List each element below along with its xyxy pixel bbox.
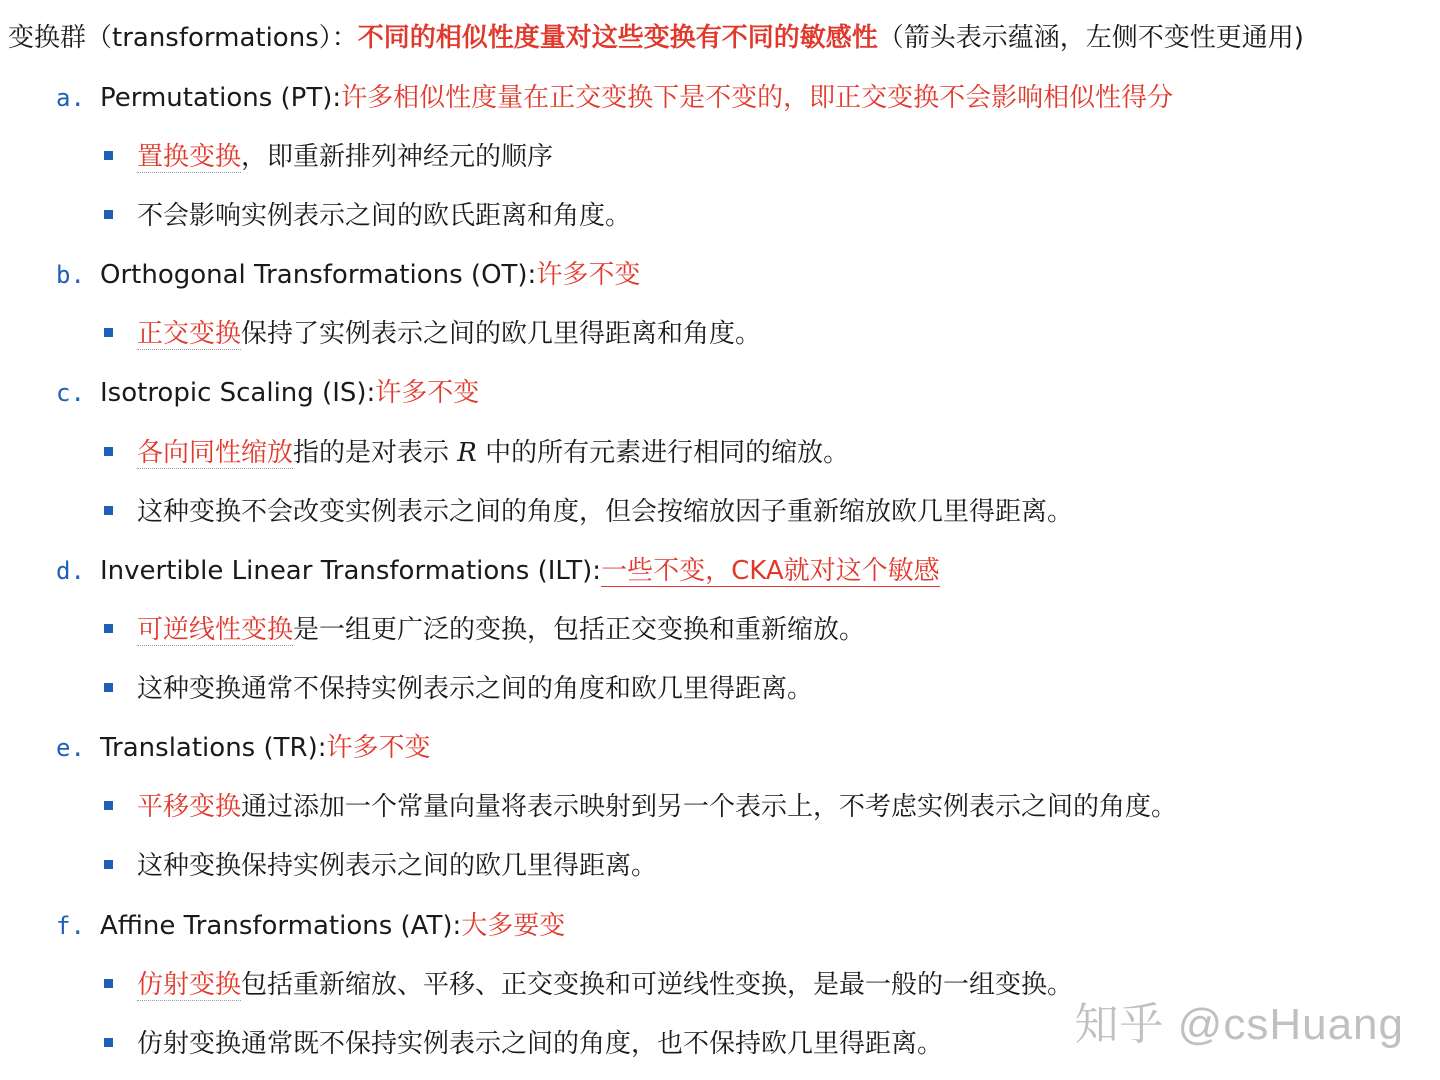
bullet-lead-term: 可逆线性变换 — [137, 615, 294, 645]
bullet-square-icon — [104, 210, 113, 219]
item-note: 许多不变 — [326, 733, 431, 763]
list-marker: a. — [56, 84, 85, 112]
bullet-text: 保持了实例表示之间的欧几里得距离和角度。 — [241, 319, 762, 349]
bullet-item — [104, 196, 631, 236]
item-title: Affine Transformations (AT): — [100, 911, 462, 941]
bullet-square-icon — [104, 1038, 113, 1047]
list-item-b — [56, 255, 640, 295]
bullet-square-icon — [104, 328, 113, 337]
list-marker: c. — [56, 379, 85, 407]
bullet-item — [104, 965, 1073, 1005]
item-title: Permutations (PT): — [100, 83, 342, 113]
list-marker: e. — [56, 734, 85, 762]
bullet-item — [104, 846, 657, 886]
bullet-square-icon — [104, 683, 113, 692]
item-note: 一些不变，CKA就对这个敏感 — [601, 556, 940, 586]
heading-emphasis: 不同的相似性度量对这些变换有不同的敏感性 — [357, 23, 878, 53]
bullet-text: ，即重新排列神经元的顺序 — [241, 142, 554, 172]
bullet-item — [104, 137, 553, 177]
watermark: 知乎 @csHuang — [1074, 1000, 1404, 1049]
bullet-square-icon — [104, 860, 113, 869]
item-title: Translations (TR): — [100, 733, 327, 763]
list-item-e — [56, 728, 431, 768]
item-note: 大多要变 — [461, 911, 566, 941]
item-note: 许多不变 — [375, 378, 480, 408]
bullet-square-icon — [104, 151, 113, 160]
bullet-text: 这种变换保持实例表示之间的欧几里得距离。 — [137, 851, 658, 881]
bullet-lead-term: 各向同性缩放 — [137, 438, 294, 468]
bullet-item — [104, 1024, 943, 1064]
math-variable: R — [457, 438, 477, 468]
item-note: 许多不变 — [536, 260, 641, 290]
list-marker: d. — [56, 557, 85, 585]
bullet-text: 通过添加一个常量向量将表示映射到另一个表示上，不考虑实例表示之间的角度。 — [241, 792, 1178, 822]
list-marker: f. — [56, 912, 85, 940]
bullet-text: 不会影响实例表示之间的欧氏距离和角度。 — [137, 201, 632, 231]
bullet-item — [104, 314, 761, 354]
list-item-d — [56, 551, 940, 591]
list-item-f — [56, 906, 565, 946]
bullet-text: 这种变换通常不保持实例表示之间的角度和欧几里得距离。 — [137, 674, 814, 704]
bullet-text: 包括重新缩放、平移、正交变换和可逆线性变换，是最一般的一组变换。 — [241, 970, 1074, 1000]
bullet-square-icon — [104, 447, 113, 456]
bullet-square-icon — [104, 979, 113, 988]
item-title: Invertible Linear Transformations (ILT): — [100, 556, 602, 586]
list-item-a — [56, 78, 1173, 118]
bullet-text: 是一组更广泛的变换，包括正交变换和重新缩放。 — [293, 615, 866, 645]
bullet-square-icon — [104, 506, 113, 515]
bullet-lead-term: 仿射变换 — [137, 970, 242, 1000]
bullet-text: 指的是对表示 — [293, 438, 458, 468]
bullet-lead-term: 正交变换 — [137, 319, 242, 349]
bullet-item — [104, 492, 1073, 532]
bullet-item — [104, 787, 1177, 827]
bullet-text: 仿射变换通常既不保持实例表示之间的角度，也不保持欧几里得距离。 — [137, 1029, 944, 1059]
list-item-c — [56, 373, 479, 413]
item-title: Isotropic Scaling (IS): — [100, 378, 376, 408]
bullet-item — [104, 669, 813, 709]
item-note: 许多相似性度量在正交变换下是不变的，即正交变换不会影响相似性得分 — [341, 83, 1174, 113]
section-heading — [8, 18, 1304, 58]
item-title: Orthogonal Transformations (OT): — [100, 260, 537, 290]
heading-suffix: （箭头表示蕴涵，左侧不变性更通用) — [877, 23, 1304, 53]
bullet-lead-term: 置换变换 — [137, 142, 242, 172]
bullet-square-icon — [104, 801, 113, 810]
bullet-item — [104, 433, 849, 473]
bullet-text: 中的所有元素进行相同的缩放。 — [476, 438, 850, 468]
heading-prefix: 变换群（transformations）： — [8, 23, 358, 53]
bullet-lead-term: 平移变换 — [137, 792, 242, 822]
list-marker: b. — [56, 261, 85, 289]
bullet-item — [104, 610, 865, 650]
bullet-square-icon — [104, 624, 113, 633]
bullet-text: 这种变换不会改变实例表示之间的角度，但会按缩放因子重新缩放欧几里得距离。 — [137, 497, 1074, 527]
